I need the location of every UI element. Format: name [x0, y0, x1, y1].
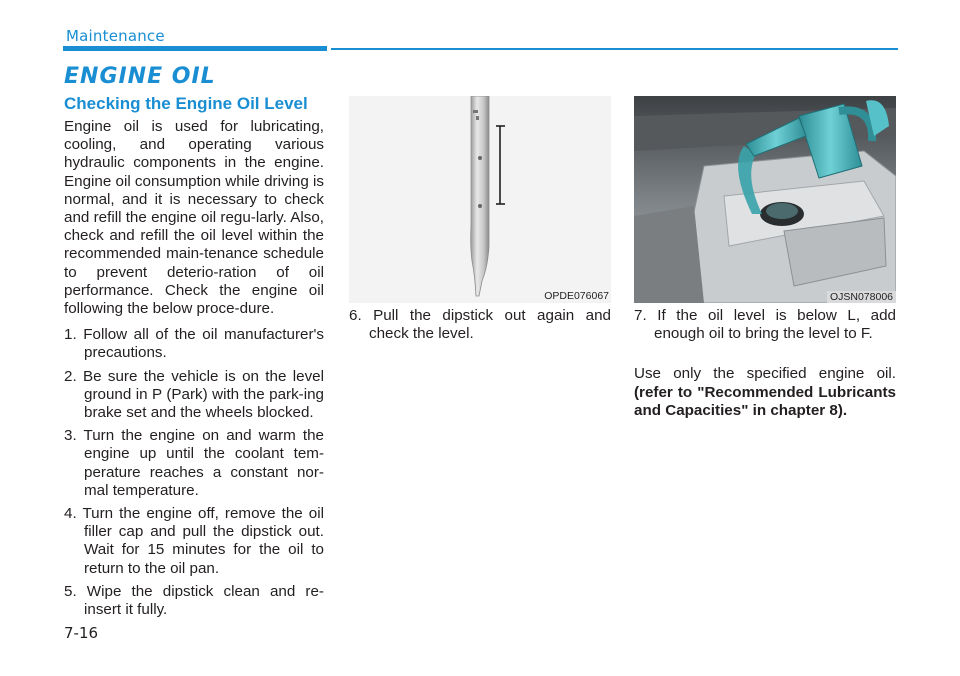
column-1	[64, 118, 324, 624]
step-5: 5. Wipe the dipstick clean and re-insert it fully.	[64, 582, 324, 619]
step-6: 6. Pull the dipstick out again and check the level.	[349, 307, 611, 343]
header-rule-thick	[63, 46, 327, 51]
intro-paragraph: Engine oil is used for lubricating, cooling, and operating various hydraulic components in the engine. Engine oil consumption while driving is normal, and it is necessary to check and refill the engine oil regu-larly. Also, check and refill the oil level within the recommended main-tenance schedule to prevent deterio-ration of oil performance. Check the engine oil following the below proce-dure.	[64, 118, 325, 318]
steps-list	[64, 326, 324, 619]
step-1: 1. Follow all of the oil manufacturer's precautions.	[64, 326, 324, 362]
step-7: 7. If the oil level is below L, add enough oil to bring the level to F.	[634, 307, 896, 343]
oil-note-text: Use only the specified engine oil.	[634, 365, 896, 383]
engine-figure	[634, 96, 896, 303]
dipstick-illustration	[349, 96, 611, 303]
section-label: Maintenance	[66, 27, 165, 45]
step-3: 3. Turn the engine on and warm the engine up until the coolant tem-perature reaches a constant nor-mal temperature.	[64, 427, 324, 499]
dipstick-figure	[349, 96, 611, 303]
step-2: 2. Be sure the vehicle is on the level ground in P (Park) with the park-ing brake set and the wheels blocked.	[64, 367, 324, 422]
column-3	[634, 307, 896, 420]
engine-oil-illustration	[634, 96, 896, 303]
subheading: Checking the Engine Oil Level	[64, 94, 308, 113]
figure-code: OPDE076067	[544, 290, 609, 302]
header-rule-thin	[331, 48, 898, 50]
oil-note-reference: (refer to "Recommended Lubricants and Capacities" in chapter 8).	[634, 383, 896, 419]
column-2	[349, 307, 611, 343]
oil-note	[634, 365, 896, 420]
figure-code: OJSN078006	[827, 291, 896, 303]
chapter-title: ENGINE OIL	[64, 64, 216, 89]
page-number: 7-16	[64, 624, 99, 642]
step-4: 4. Turn the engine off, remove the oil filler cap and pull the dipstick out. Wait for 15 minutes for the oil to return to the oil pan.	[64, 505, 324, 577]
